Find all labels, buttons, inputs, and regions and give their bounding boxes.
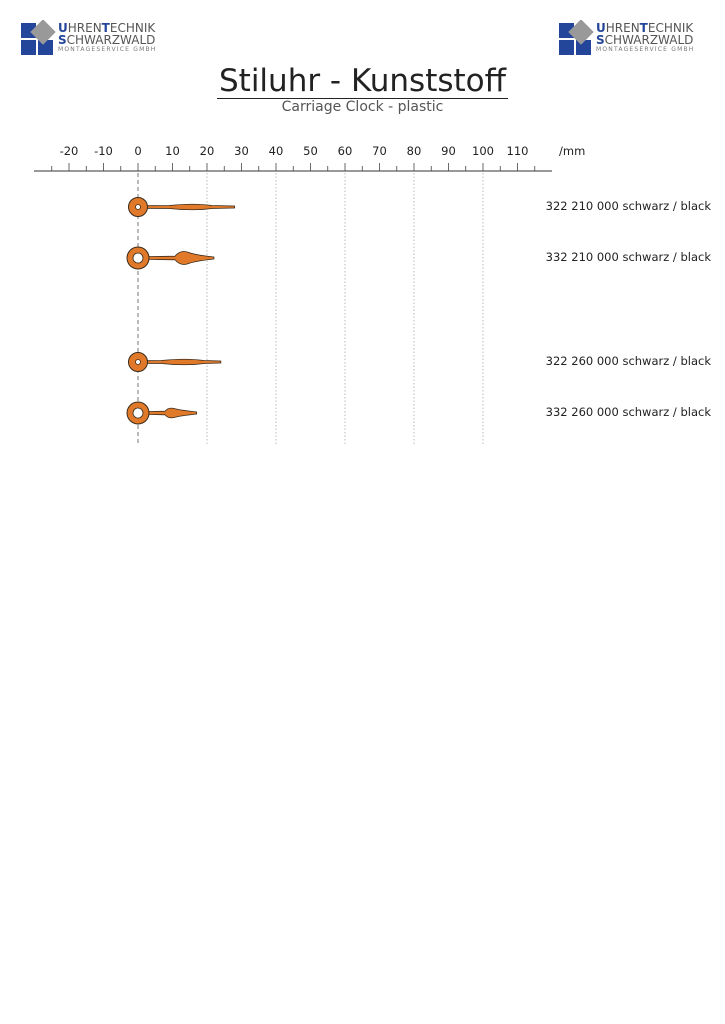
ruler-tick-label: 80 bbox=[406, 144, 422, 158]
ruler-tick-label: 0 bbox=[134, 144, 142, 158]
ruler-tick-label: 70 bbox=[372, 144, 387, 158]
ruler-tick-label: -20 bbox=[59, 144, 79, 158]
clock-hand bbox=[129, 198, 235, 217]
part-number-label: 322 210 000 schwarz / black bbox=[545, 199, 711, 213]
ruler-tick-label: 40 bbox=[268, 144, 284, 158]
clock-hand bbox=[127, 247, 214, 269]
logo-mark-icon bbox=[20, 20, 56, 56]
ruler-tick-label: -10 bbox=[94, 144, 113, 158]
ruler-unit-label: /mm bbox=[559, 144, 586, 158]
page-subtitle: Carriage Clock - plastic bbox=[281, 99, 444, 115]
company-logo: UHRENTECHNIK SCHWARZWALD MONTAGESERVICE GMBH bbox=[558, 20, 708, 60]
ruler-tick-label: 30 bbox=[234, 144, 249, 158]
ruler-tick-label: 50 bbox=[303, 144, 318, 158]
page-title: Stiluhr - Kunststoff bbox=[218, 63, 506, 99]
part-number-label: 332 210 000 schwarz / black bbox=[545, 250, 711, 264]
part-number-label: 322 260 000 schwarz / black bbox=[545, 354, 711, 368]
part-number-label: 332 260 000 schwarz / black bbox=[545, 405, 711, 419]
company-logo: UHRENTECHNIK SCHWARZWALD MONTAGESERVICE GMBH bbox=[20, 20, 170, 60]
page-title-wrap bbox=[0, 64, 725, 99]
ruler-tick-label: 100 bbox=[472, 144, 494, 158]
logo-mark-icon bbox=[558, 20, 594, 56]
ruler-tick-label: 110 bbox=[506, 144, 529, 158]
ruler-tick-label: 20 bbox=[199, 144, 215, 158]
ruler-tick-label: 10 bbox=[165, 144, 180, 158]
ruler-tick-label: 60 bbox=[337, 144, 353, 158]
ruler-tick-label: 90 bbox=[441, 144, 456, 158]
clock-hand bbox=[127, 402, 197, 424]
